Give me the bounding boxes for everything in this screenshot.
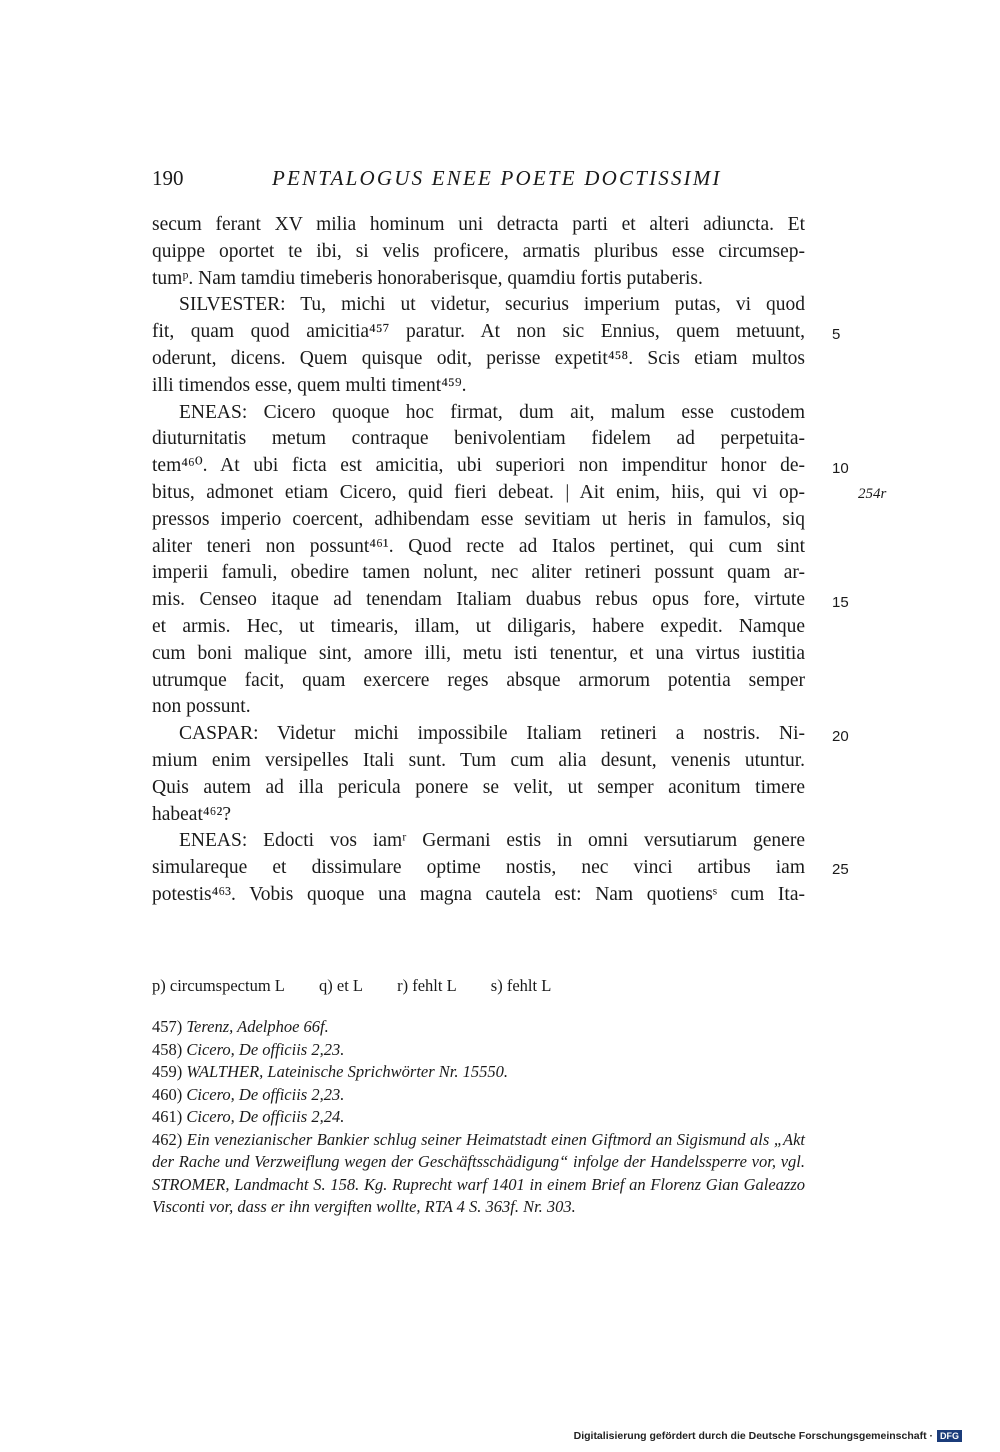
footnote-number: 462) xyxy=(152,1129,183,1149)
footnote-text: Cicero, De officiis 2,23. xyxy=(186,1039,345,1059)
text-line: cum boni malique sint, amore illi, metu isti tenentur, et una virtus iustitia xyxy=(152,642,805,664)
footer-credit-text: Digitalisierung gefördert durch die Deutsche Forschungsgemeinschaft · xyxy=(573,1430,933,1442)
footnote-number: 458) xyxy=(152,1039,183,1059)
dfg-logo: DFG xyxy=(937,1430,962,1442)
text-line: CASPAR: Videtur michi impossibile Italiam retineri a nostris. Ni- xyxy=(179,723,805,745)
footnote xyxy=(152,1106,805,1129)
text-line: imperii famuli, obedire tamen nolunt, nec aliter retineri possunt quam ar- xyxy=(152,562,805,584)
text-line: tumᵖ. Nam tamdiu timeberis honoraberisque, quamdiu fortis putaberis. xyxy=(152,267,703,289)
footnote-number: 461) xyxy=(152,1107,183,1126)
text-line: habeat⁴⁶²? xyxy=(152,803,231,825)
apparatus xyxy=(152,976,581,996)
margin-line-number: 15 xyxy=(832,594,849,611)
footnote-text: WALTHER, Lateinische Sprichwörter Nr. 15550. xyxy=(186,1062,509,1081)
text-line: mis. Censeo itaque ad tenendam Italiam duabus rebus opus fore, virtute xyxy=(152,589,805,611)
text-line: bitus, admonet etiam Cicero, quid fieri debeat. | Ait enim, hiis, qui vi op- xyxy=(152,481,805,503)
footnote-number: 460) xyxy=(152,1084,183,1104)
margin-folio: 254r xyxy=(858,486,887,502)
text-line: pressos imperio coercent, adhibendam esse sevitiam ut heris in famulos, siq xyxy=(152,508,805,530)
text-line: non possunt. xyxy=(152,696,251,718)
margin-line-number: 25 xyxy=(832,861,849,878)
footnote-text: Terenz, Adelphoe 66f. xyxy=(186,1017,329,1036)
text-line: Quis autem ad illa pericula ponere se velit, ut semper aconitum timere xyxy=(152,776,805,798)
text-line: aliter teneri non possunt⁴⁶¹. Quod recte ad Italos pertinet, qui cum sint xyxy=(152,535,805,557)
footnote xyxy=(152,1061,805,1084)
text-line: tem⁴⁶⁰. At ubi ficta est amicitia, ubi superiori non impenditur honor de- xyxy=(152,455,805,477)
text-line: simulareque et dissimulare optime nostis, nec vinci artibus iam xyxy=(152,857,805,879)
footnote-number: 459) xyxy=(152,1062,183,1081)
footnotes xyxy=(152,1016,805,1219)
text-line: diuturnitatis metum contraque benivolentiam fidelem ad perpetuita- xyxy=(152,428,805,450)
footnote-text: Cicero, De officiis 2,23. xyxy=(186,1084,345,1104)
apparatus-entry: p) circumspectum L xyxy=(152,976,285,995)
text-line: et armis. Hec, ut timearis, illam, ut diligaris, habere expedit. Namque xyxy=(152,615,805,637)
body-text xyxy=(152,212,805,909)
footer-credit xyxy=(574,1430,962,1442)
text-line: oderunt, dicens. Quem quisque odit, perisse expetit⁴⁵⁸. Scis etiam multos xyxy=(152,347,805,369)
text-line: mium enim versipelles Itali sunt. Tum cum alia desunt, venenis utuntur. xyxy=(152,749,805,771)
text-line: secum ferant XV milia hominum uni detracta parti et alteri adiuncta. Et xyxy=(152,214,805,235)
text-line: SILVESTER: Tu, michi ut videtur, securius imperium putas, vi quod xyxy=(179,294,805,316)
margin-line-number: 5 xyxy=(832,326,841,343)
margin-line-number: 20 xyxy=(832,728,849,745)
text-line: ENEAS: Edocti vos iamʳ Germani estis in omni versutiarum genere xyxy=(179,830,805,852)
running-title: PENTALOGUS ENEE POETE DOCTISSIMI xyxy=(272,166,722,190)
footnote-number: 457) xyxy=(152,1017,183,1036)
footnote xyxy=(152,1016,805,1039)
apparatus-entry: r) fehlt L xyxy=(397,976,457,995)
page-number: 190 xyxy=(152,166,184,190)
text-line: utrumque facit, quam exercere reges absque armorum potentia semper xyxy=(152,669,805,691)
apparatus-entry: s) fehlt L xyxy=(490,976,552,995)
apparatus-entry: q) et L xyxy=(319,976,363,995)
text-line: illi timendos esse, quem multi timent⁴⁵⁹. xyxy=(152,374,467,396)
footnote xyxy=(152,1084,805,1107)
footnote xyxy=(152,1039,805,1062)
margin-line-number: 10 xyxy=(832,460,849,477)
text-line: potestis⁴⁶³. Vobis quoque una magna cautela est: Nam quotiensˢ cum Ita- xyxy=(152,883,805,905)
text-line: quippe oportet te ibi, si velis proficere, armatis pluribus esse circumsep- xyxy=(152,240,805,262)
text-line: fit, quam quod amicitia⁴⁵⁷ paratur. At non sic Ennius, quem metuunt, xyxy=(152,321,805,343)
footnote-text: Cicero, De officiis 2,24. xyxy=(186,1107,345,1126)
footnote xyxy=(152,1129,805,1219)
text-line: ENEAS: Cicero quoque hoc firmat, dum ait, malum esse custodem xyxy=(179,401,805,423)
footnote-text: Ein venezianischer Bankier schlug seiner Heimatstadt einen Giftmord an Sigismund als „Akt der Rache und Verzweiflung wegen der Geschäftsschädigung“ infolge der Handelssperre vor, vgl. STROMER, Landmacht S. 158. Kg. Ruprecht warf 1401 in einem Brief an Florenz Gian Galeazzo Visconti vor, dass er ihn vergiften wollte, RTA 4 S. 363f. Nr. 303. xyxy=(152,1129,805,1216)
